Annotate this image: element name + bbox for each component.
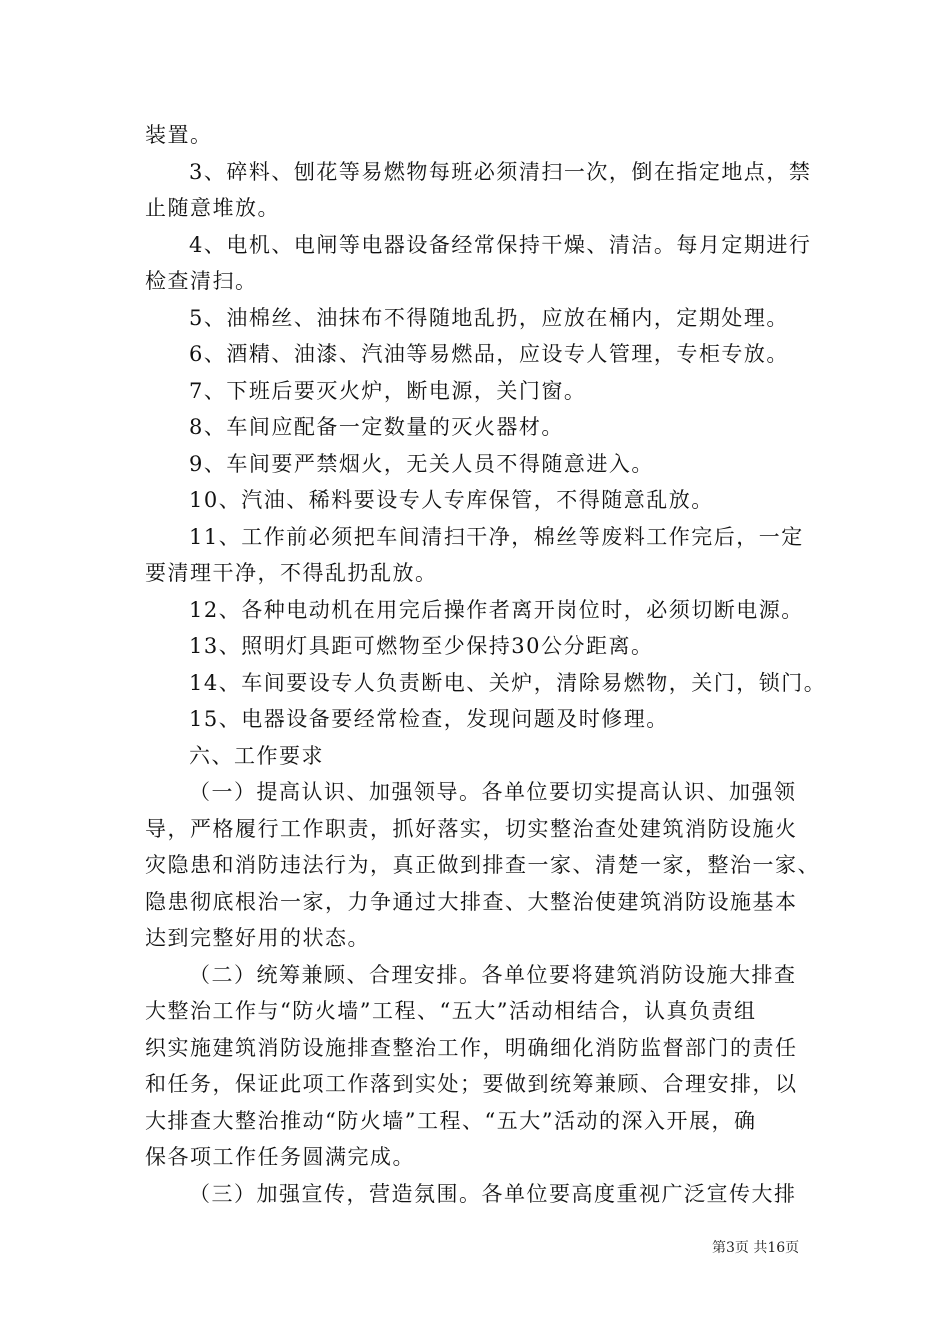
page-number: 第3页 共16页 [712,1240,800,1256]
text-line: 止随意堆放。 [145,196,280,220]
text-line: 4、电机、电闸等电器设备经常保持干燥、清洁。每月定期进行 [189,232,812,257]
text-line: 6、酒精、油漆、汽油等易燃品，应设专人管理，专柜专放。 [189,342,789,366]
text-line: 3、碎料、刨花等易燃物每班必须清扫一次，倒在指定地点，禁 [189,159,812,184]
text-line: （一）提高认识、加强领导。各单位要切实提高认识、加强领 [189,780,797,804]
text-line: 大排查大整治推动“防火墙”工程、“五大”活动的深入开展，确 [145,1108,757,1133]
text-line: 保各项工作任务圆满完成。 [145,1145,415,1169]
body-text [145,117,827,1212]
text-line: 7、下班后要灭火炉，断电源，关门窗。 [189,378,587,403]
text-line: 14、车间要设专人负责断电、关炉，清除易燃物，关门，锁门。 [189,670,827,695]
text-line: 检查清扫。 [145,269,258,293]
text-line: 达到完整好用的状态。 [145,926,370,950]
text-line: 8、车间应配备一定数量的灭火器材。 [189,415,564,439]
text-line: 9、车间要严禁烟火，无关人员不得随意进入。 [189,451,654,476]
text-line: 5、油棉丝、油抹布不得随地乱扔，应放在桶内，定期处理。 [189,305,789,330]
text-line: 装置。 [145,123,213,147]
text-line: 13、照明灯具距可燃物至少保持30公分距离。 [189,634,654,658]
text-line: 导，严格履行工作职责，抓好落实，切实整治查处建筑消防设施火 [145,816,798,841]
text-line: 12、各种电动机在用完后操作者离开岗位时，必须切断电源。 [189,597,804,622]
text-line: 和任务，保证此项工作落到实处；要做到统筹兼顾、合理安排，以 [145,1072,798,1096]
text-line: 织实施建筑消防设施排查整治工作，明确细化消防监督部门的责任 [145,1035,798,1060]
text-line: 灾隐患和消防违法行为，真正做到排查一家、清楚一家，整治一家、 [145,853,820,877]
text-line: 大整治工作与“防火墙”工程、“五大”活动相结合，认真负责组 [145,999,757,1023]
text-line: （三）加强宣传，营造氛围。各单位要高度重视广泛宣传大排 [189,1181,797,1206]
text-line: 10、汽油、稀料要设专人专库保管，不得随意乱放。 [189,488,714,512]
text-line: （二）统筹兼顾、合理安排。各单位要将建筑消防设施大排查 [189,962,797,987]
text-line: 15、电器设备要经常检查，发现问题及时修理。 [189,707,669,731]
text-line: 要清理干净，不得乱扔乱放。 [145,561,438,585]
text-line: 11、工作前必须把车间清扫干净，棉丝等废料工作完后，一定 [189,524,804,549]
text-line: 隐患彻底根治一家，力争通过大排查、大整治使建筑消防设施基本 [145,889,798,914]
text-line: 六、工作要求 [189,743,324,768]
